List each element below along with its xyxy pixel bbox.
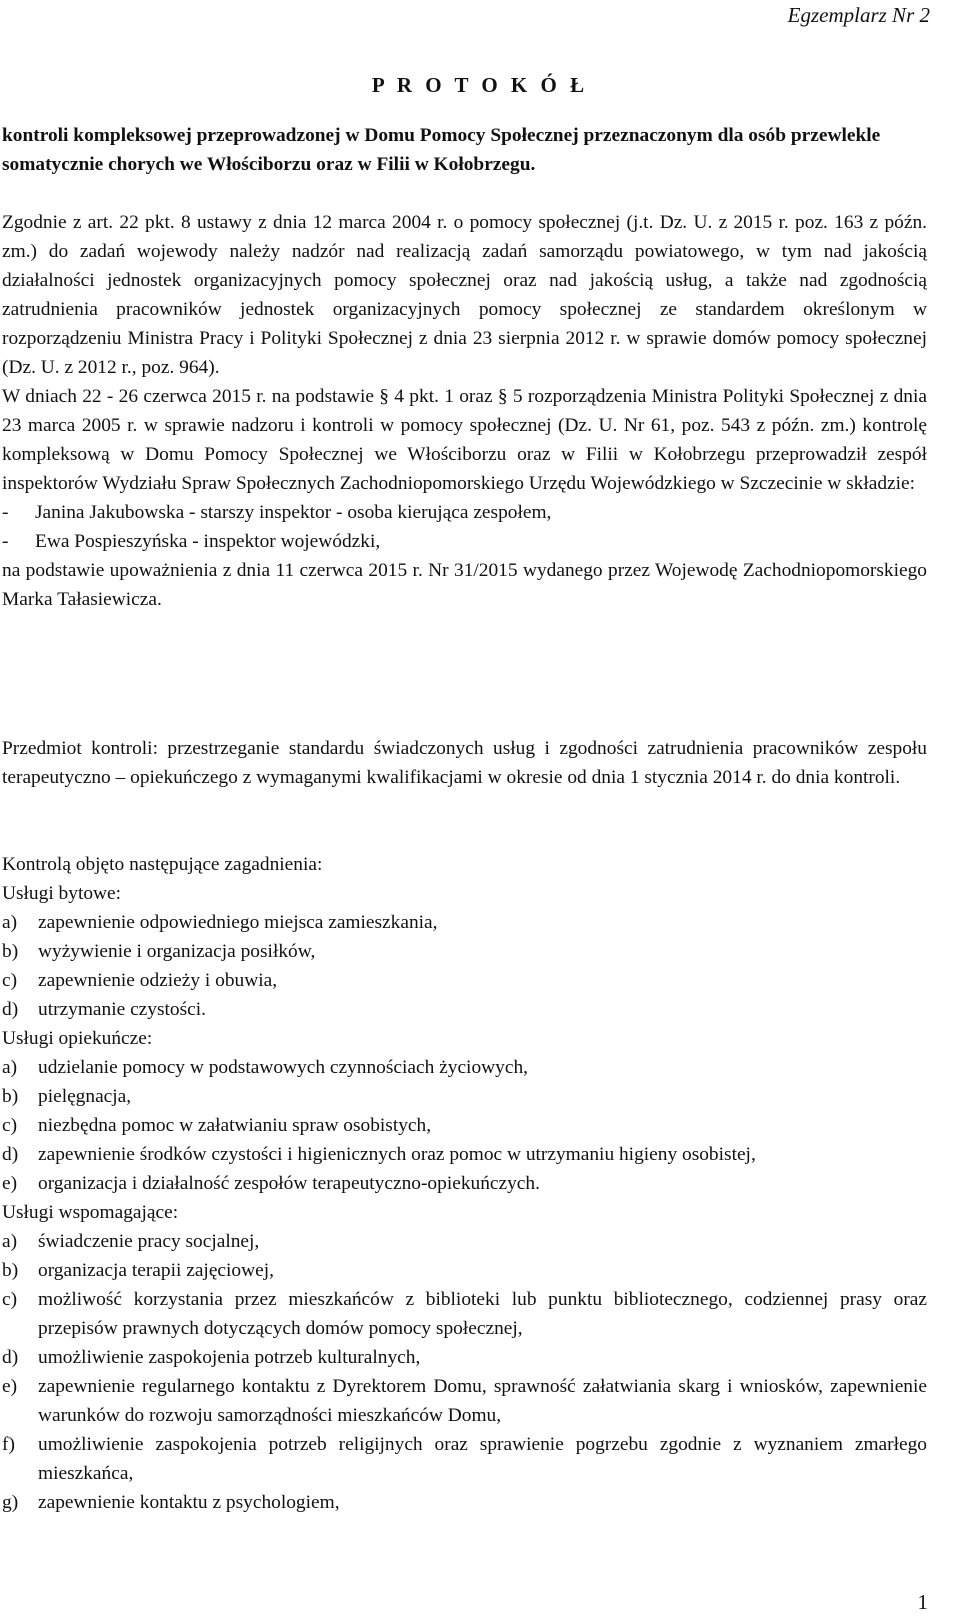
service-list [2,1227,927,1517]
list-item [2,1053,927,1082]
authorization-paragraph: na podstawie upoważnienia z dnia 11 czerwca 2015 r. Nr 31/2015 wydanego przez Wojewodę Zachodniopomorskiego Marka Tałasiewicza. [2,560,927,610]
list-item-label: b) [2,1260,19,1281]
page-number: 1 [917,1590,928,1614]
list-item [2,1256,927,1285]
list-dash: - [2,531,9,552]
list-item [2,1140,927,1169]
list-item [2,1111,927,1140]
list-item [2,1082,927,1111]
list-item-text: zapewnienie odpowiedniego miejsca zamieszkania, [38,912,438,933]
legal-basis-section [2,208,927,614]
list-item-label: d) [2,999,19,1020]
copy-number-label: Egzemplarz Nr 2 [787,3,930,27]
team-member [2,498,927,527]
list-item-label: d) [2,1347,19,1368]
list-item-text: możliwość korzystania przez mieszkańców z biblioteki lub punktu bibliotecznego, codziennej prasy oraz przepisów prawnych dotyczących domów pomocy społecznej, [38,1289,927,1339]
list-item-label: c) [2,1289,18,1310]
list-item [2,1285,927,1343]
list-item [2,1169,927,1198]
list-dash: - [2,502,9,523]
list-item-label: e) [2,1376,18,1397]
list-item-text: zapewnienie odzieży i obuwia, [38,970,278,991]
service-list [2,1053,927,1198]
list-item [2,1430,927,1488]
service-group-title: Usługi bytowe: [2,883,122,904]
list-item [2,966,927,995]
service-group-title: Usługi wspomagające: [2,1202,179,1223]
list-item-label: e) [2,1173,18,1194]
service-group-title: Usługi opiekuńcze: [2,1028,153,1049]
inspection-subject-paragraph: Przedmiot kontroli: przestrzeganie standardu świadczonych usług i zgodności zatrudnienia pracowników zespołu terapeutyczno – opiekuńczego z wymaganymi kwalifikacjami w okresie od dnia 1 stycznia 2014 r. do dnia kontroli. [2,738,927,788]
list-item [2,1488,927,1517]
issues-heading: Kontrolą objęto następujące zagadnienia: [2,854,323,875]
list-item-label: d) [2,1144,19,1165]
list-item-label: g) [2,1492,19,1513]
team-member [2,527,927,556]
list-item-text: wyżywienie i organizacja posiłków, [38,941,316,962]
list-item-text: udzielanie pomocy w podstawowych czynnościach życiowych, [38,1057,528,1078]
list-item-label: b) [2,1086,19,1107]
document-subject: kontroli kompleksowej przeprowadzonej w Domu Pomocy Społecznej przeznaczonym dla osób przewlekle somatycznie chorych we Włościborzu oraz w Filii w Kołobrzegu. [2,125,881,175]
list-item-label: a) [2,1231,18,1252]
list-item-label: a) [2,1057,18,1078]
list-item-label: c) [2,1115,18,1136]
list-item-text: świadczenie pracy socjalnej, [38,1231,260,1252]
list-item-label: c) [2,970,18,991]
list-item-text: organizacja terapii zajęciowej, [38,1260,274,1281]
team-member-text: Ewa Pospieszyńska - inspektor wojewódzki, [35,531,381,552]
legal-basis-paragraph: Zgodnie z art. 22 pkt. 8 ustawy z dnia 12 marca 2004 r. o pomocy społecznej (j.t. Dz. U. z 2015 r. poz. 163 z późn. zm.) do zadań wojewody należy nadzór nad realizacją zadań samorządu powiatowego, w tym nad jakością działalności jednostek organizacyjnych pomocy społecznej oraz nad jakością usług, a także nad zgodnością zatrudnienia pracowników jednostek organizacyjnych pomocy społecznej ze standardem określonym w rozporządzeniu Ministra Pracy i Polityki Społecznej z dnia 23 sierpnia 2012 r. w sprawie domów pomocy społecznej (Dz. U. z 2012 r., poz. 964). [2,212,927,378]
list-item-text: organizacja i działalność zespołów terapeutyczno-opiekuńczych. [38,1173,540,1194]
list-item-label: f) [2,1434,15,1455]
list-item-text: zapewnienie regularnego kontaktu z Dyrektorem Domu, sprawność załatwiania skarg i wniosków, zapewnienie warunków do rozwoju samorządności mieszkańców Domu, [38,1376,927,1426]
list-item-text: umożliwienie zaspokojenia potrzeb religijnych oraz sprawienie pogrzebu zgodnie z wyznaniem zmarłego mieszkańca, [38,1434,927,1484]
inspection-dates-paragraph: W dniach 22 - 26 czerwca 2015 r. na podstawie § 4 pkt. 1 oraz § 5 rozporządzenia Ministra Polityki Społecznej z dnia 23 marca 2005 r. w sprawie nadzoru i kontroli w pomocy społecznej (Dz. U. Nr 61, poz. 543 z późn. zm.) kontrolę kompleksową w Domu Pomocy Społecznej we Włościborzu oraz w Filii w Kołobrzegu przeprowadził zespół inspektorów Wydziału Spraw Społecznych Zachodniopomorskiego Urzędu Wojewódzkiego w Szczecinie w składzie: [2,386,927,494]
list-item [2,908,927,937]
list-item [2,1372,927,1430]
list-item-text: pielęgnacja, [38,1086,132,1107]
list-item [2,1227,927,1256]
list-item [2,1343,927,1372]
inspection-team-list [2,498,927,556]
list-item-text: utrzymanie czystości. [38,999,206,1020]
list-item-label: b) [2,941,19,962]
inspection-issues-section [2,850,927,1517]
service-list [2,908,927,1024]
document-title: P R O T O K Ó Ł [371,73,589,97]
list-item-text: zapewnienie kontaktu z psychologiem, [38,1492,340,1513]
list-item [2,937,927,966]
list-item-text: niezbędna pomoc w załatwianiu spraw osobistych, [38,1115,432,1136]
team-member-text: Janina Jakubowska - starszy inspektor - osoba kierująca zespołem, [35,502,552,523]
list-item-text: umożliwienie zaspokojenia potrzeb kulturalnych, [38,1347,421,1368]
list-item-label: a) [2,912,18,933]
list-item-text: zapewnienie środków czystości i higienicznych oraz pomoc w utrzymaniu higieny osobistej, [38,1144,756,1165]
list-item [2,995,927,1024]
inspection-subject-section [2,734,927,792]
